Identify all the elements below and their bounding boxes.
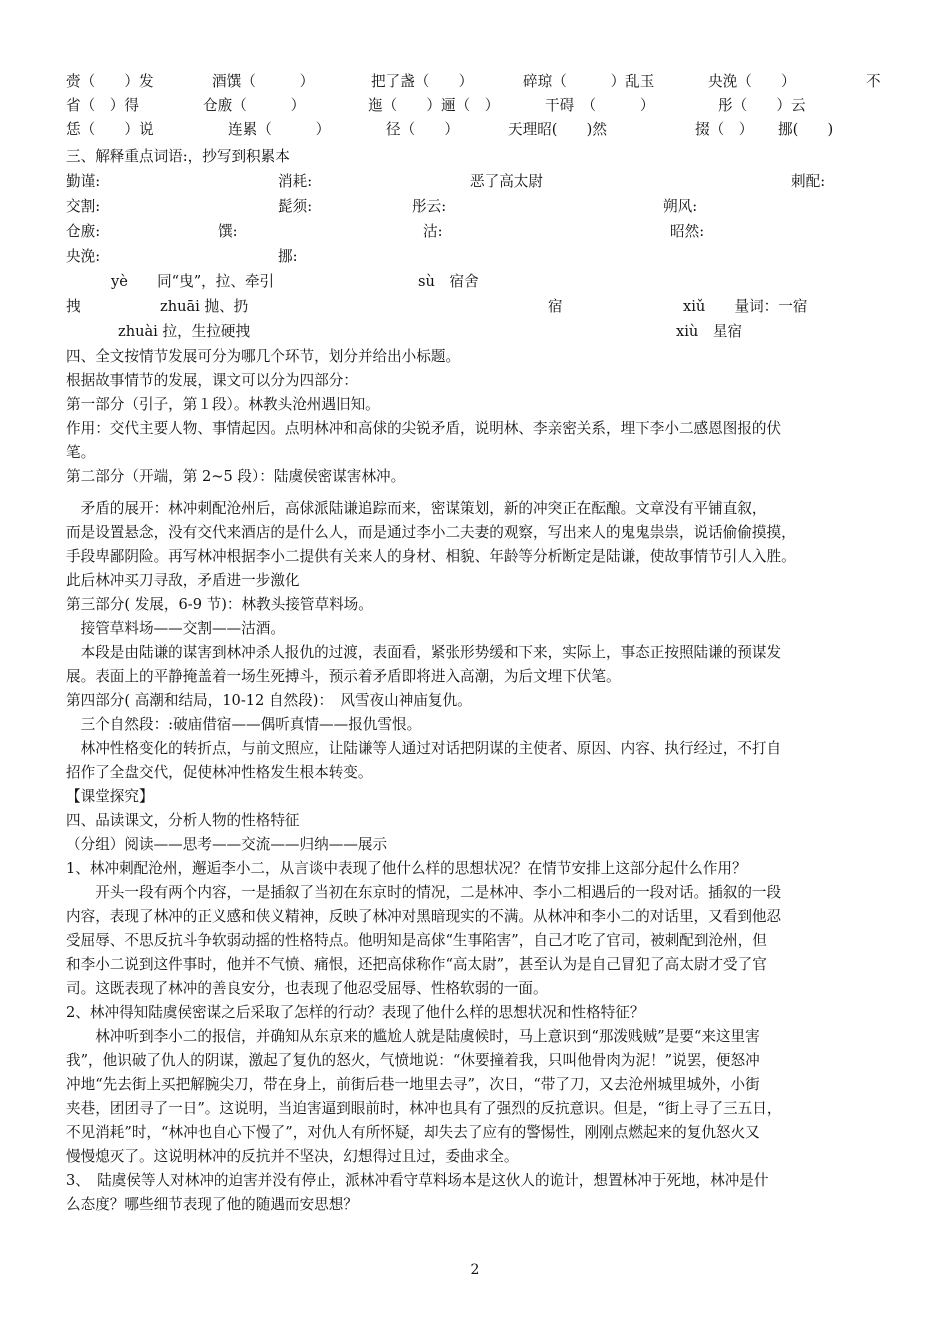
- polyphone-char: 宿: [548, 298, 563, 315]
- question: 么态度？哪些细节表现了他的随遇而安思想？: [66, 1196, 358, 1213]
- paragraph-line: 此后林冲买刀寻敌，矛盾进一步激化: [66, 572, 300, 589]
- vocab-item: 天理昭( )然: [508, 121, 607, 138]
- vocab-item: 省（ ）得: [66, 97, 139, 114]
- paragraph-line: 冲地“先去街上买把解腕尖刀，带在身上，前街后巷一地里去寻”，次日，“带了刀，又去沧州城里城外，小街: [66, 1076, 760, 1093]
- paragraph-line: 夹巷，团团寻了一日”。这说明，当迫害逼到眼前时，林冲也具有了强烈的反抗意识。但是，“街上寻了三五日，: [66, 1100, 782, 1117]
- polyphone-reading: zhuāi 抛、扔: [160, 298, 249, 315]
- term-item: 昭然:: [670, 223, 705, 240]
- term-item: 彤云:: [412, 198, 447, 215]
- vocab-item: 恁（ ）说: [66, 121, 154, 138]
- paragraph-line: （分组）阅读——思考——交流——归纳——展示: [66, 836, 388, 853]
- term-item: 沽:: [423, 223, 443, 240]
- paragraph-line: 和李小二说到这件事时，他并不气愤、痛恨，还把高俅称作“高太尉”，甚至认为是自己冒犯了高太尉才受了官: [66, 956, 767, 973]
- vocab-item: 连累（ ）: [228, 121, 331, 138]
- part-title: 第一部分（引子，第１段）。林教头沧州遇旧知。: [66, 396, 380, 413]
- paragraph-line: 本段是由陆谦的谋害到林冲杀人报仇的过渡，表面看，紧张形势缓和下来，实际上，事态正按照陆谦的预谋发: [66, 644, 782, 661]
- paragraph-line: 而是设置悬念，没有交代来酒店的是什么人，而是通过李小二夫妻的观察，写出来人的鬼鬼祟祟，说话偷偷摸摸，: [66, 524, 796, 541]
- paragraph-line: 司。这既表现了林冲的善良安分，也表现了他忍受屈辱、性格软弱的一面。: [66, 980, 548, 997]
- paragraph-line: 林冲听到李小二的报信，并确知从东京来的尴尬人就是陆虞候时，马上意识到“那泼贱贼”是要“来这里害: [66, 1028, 760, 1045]
- vocab-item: 不: [866, 73, 881, 90]
- part-title: 第三部分( 发展，6-9 节)：林教头接管草料场。: [66, 596, 373, 613]
- paragraph-line: 笔。: [66, 444, 96, 461]
- question: 1、林冲刺配沧州，邂逅李小二，从言谈中表现了他什么样的思想状况？在情节安排上这部分起什么作用？: [66, 860, 747, 877]
- vocab-item: 赍（ ）发: [66, 73, 154, 90]
- part-title: 第四部分( 高潮和结局，10-12 自然段)： 风雪夜山神庙复仇。: [66, 692, 472, 709]
- vocab-item: 掇（ ）: [695, 121, 754, 138]
- vocab-item: 碎琼（ ）乱玉: [523, 73, 655, 90]
- term-item: 挪:: [278, 248, 298, 265]
- paragraph-line: 根据故事情节的发展，课文可以分为四部分：: [66, 372, 358, 389]
- section-heading: 四、全文按情节发展可分为哪几个环节，划分并给出小标题。: [66, 348, 461, 365]
- paragraph-line: 展。表面上的平静掩盖着一场生死搏斗，预示着矛盾即将进入高潮，为后文埋下伏笔。: [66, 668, 621, 685]
- vocab-item: 酒馔（ ）: [212, 73, 315, 90]
- term-item: 刺配:: [791, 173, 826, 190]
- paragraph-line: 不见消耗”时，“林冲也自心下慢了”，对仇人有所怀疑，却失去了应有的警惕性，刚刚点燃起来的复仇怒火又: [66, 1124, 760, 1141]
- vocab-item: 径（ ）: [386, 121, 459, 138]
- polyphone-reading: xiù 星宿: [676, 323, 743, 340]
- question: 3、 陆虞侯等人对林冲的迫害并没有停止，派林冲看守草料场本是这伙人的诡计，想置林冲于死地，林冲是什: [66, 1172, 769, 1189]
- section-heading: 三、解释重点词语:，抄写到积累本: [66, 148, 290, 165]
- vocab-item: 干碍 （ ）: [545, 97, 655, 114]
- paragraph-line: 矛盾的展开：林冲刺配沧州后，高俅派陆谦追踪而来，密谋策划，新的冲突正在酝酿。文章没有平铺直叙，: [66, 500, 767, 517]
- term-item: 交割:: [66, 198, 101, 215]
- polyphone-char: 拽: [66, 298, 81, 315]
- polyphone-reading: xiǔ 量词：一宿: [683, 298, 808, 315]
- term-item: 仓廒:: [66, 223, 101, 240]
- paragraph-line: 受屈辱、不思反抗斗争软弱动摇的性格特点。他明知是高俅“生事陷害”，自己才吃了官司，被刺配到沧州，但: [66, 932, 767, 949]
- paragraph-line: 开头一段有两个内容，一是插叙了当初在东京时的情况，二是林冲、李小二相遇后的一段对话。插叙的一段: [66, 884, 782, 901]
- paragraph-line: 招作了全盘交代，促使林冲性格发生根本转变。: [66, 764, 373, 781]
- paragraph-line: 接管草料场——交割——沽酒。: [66, 620, 285, 637]
- section-heading: 【课堂探究】: [66, 788, 154, 805]
- page-number: 2: [470, 1262, 480, 1278]
- paragraph-line: 慢慢熄灭了。这说明林冲的反抗并不坚决，幻想得过且过，委曲求全。: [66, 1148, 519, 1165]
- vocab-item: 彤（ ）云: [718, 97, 806, 114]
- paragraph-line: 三个自然段：:破庙借宿——偶听真情——报仇雪恨。: [66, 716, 422, 733]
- vocab-item: 央浼（ ）: [708, 73, 796, 90]
- term-item: 髭须:: [278, 198, 313, 215]
- term-item: 馔:: [218, 223, 238, 240]
- polyphone-reading: zhuài 拉，生拉硬拽: [118, 323, 251, 340]
- vocab-item: 迤（ ）逦（ ）: [368, 97, 500, 114]
- paragraph-line: 我”，他识破了仇人的阴谋，激起了复仇的怒火，气愤地说：“休要撞着我，只叫他骨肉为泥！”说罢，便怒冲: [66, 1052, 760, 1069]
- paragraph-line: 林冲性格变化的转折点，与前文照应，让陆谦等人通过对话把阴谋的主使者、原因、内容、执行经过，不打自: [66, 740, 782, 757]
- part-title: 第二部分（开端，第 2~5 段）：陆虞侯密谋害林冲。: [66, 468, 406, 485]
- term-item: 朔风:: [663, 198, 698, 215]
- paragraph-line: 内容，表现了林冲的正义感和侠义精神，反映了林冲对黑暗现实的不满。从林冲和李小二的对话里，又看到他忍: [66, 908, 782, 925]
- paragraph-line: 手段卑鄙阴险。再写林冲根据李小二提供有关来人的身材、相貌、年龄等分析断定是陆谦，使故事情节引人入胜。: [66, 548, 796, 565]
- question: 2、林冲得知陆虞侯密谋之后采取了怎样的行动？表现了他什么样的思想状况和性格特征？: [66, 1004, 645, 1021]
- polyphone-reading: sù 宿舍: [418, 273, 479, 290]
- section-heading: 四、品读课文，分析人物的性格特征: [66, 812, 300, 829]
- term-item: 恶了高太尉: [470, 173, 543, 190]
- term-item: 消耗:: [278, 173, 313, 190]
- vocab-item: 把了盏（ ）: [371, 73, 474, 90]
- vocab-item: 仓廒（ ）: [203, 97, 306, 114]
- term-item: 央浼:: [66, 248, 101, 265]
- paragraph-line: 作用：交代主要人物、事情起因。点明林冲和高俅的尖锐矛盾，说明林、李亲密关系，埋下李小二感恩图报的伏: [66, 420, 782, 437]
- polyphone-reading: yè 同“曳”，拉、牵引: [111, 273, 275, 290]
- term-item: 勤谨:: [66, 173, 101, 190]
- vocab-item: 挪( ): [778, 121, 834, 138]
